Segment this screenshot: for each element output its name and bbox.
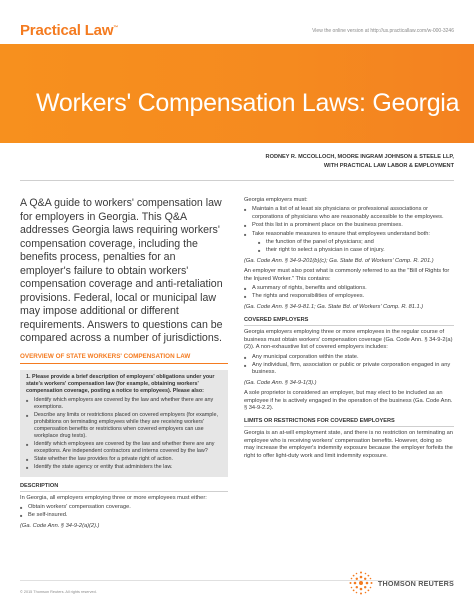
question-item: ■ Identify which employees are covered by the law and whether there are any exceptions. Are independent contractors and interns covered by the law?: [26, 441, 222, 455]
divider: [20, 180, 454, 181]
list-item: ■ Any individual, firm, association or public or private corporation engaged in any business.: [244, 362, 454, 377]
citation: (Ga. Code Ann. § 34-9-81.1; Ga. State Bd. of Workers' Comp. R. 81.1.): [244, 303, 424, 310]
list-item: ■ Take reasonable measures to ensure that employees understand both:: [244, 231, 454, 238]
paragraph: Georgia employers must:: [244, 197, 308, 203]
paragraph: Georgia employers employing three or more employees in the regular course of business must obtain workers' compensation coverage (Ga. Code Ann. § 34-9-2(a)(2)). A non-exhaustive list of covered employers includes:: [244, 329, 453, 351]
sub-list-item: ■ their right to select a physician in case of injury.: [244, 247, 454, 254]
question-box: [20, 370, 228, 477]
list-item: ■ The rights and responsibilities of employees.: [244, 293, 454, 300]
question-item: ■ State whether the law provides for a private right of action.: [26, 456, 222, 463]
section-heading: OVERVIEW OF STATE WORKERS' COMPENSATION LAW: [20, 353, 228, 364]
limits-label: LIMITS OR RESTRICTIONS FOR COVERED EMPLOYERS: [244, 418, 454, 427]
description-label: DESCRIPTION: [20, 483, 228, 492]
question-item: ■ Identify which employers are covered by the law and whether there are any exemptions.: [26, 397, 222, 411]
list-item: ■ A summary of rights, benefits and obligations.: [244, 285, 454, 292]
paragraph: Georgia is an at-will employment state, and there is no restriction on terminating an employee who is receiving workers' compensation benefits. However, doing so may increase the employer's indemnity exposure because the employer forfeits the right to offer light-duty work and limit indemnity exposure.: [244, 430, 453, 459]
description-text: In Georgia, all employers employing three or more employees must either:: [20, 494, 207, 501]
question-item: ■ Describe any limits or restrictions placed on covered employers (for example, prohibitions on terminating employees while they are receiving workers' compensation benefits or restrictions when covered employers can use workplace drug tests).: [26, 412, 222, 440]
page-title: Workers' Compensation Laws: Georgia: [36, 89, 460, 117]
paragraph: A sole proprietor is considered an employer, but may elect to be included as an employee if he is actively engaged in the operation of the business (Ga. Code Ann. § 34-9-2.2).: [244, 390, 453, 411]
list-item: ■ Be self-insured.: [20, 512, 228, 519]
thomson-reuters-icon: [348, 570, 374, 596]
copyright: © 2015 Thomson Reuters. All rights reserved.: [20, 590, 97, 594]
list-item: ■ Obtain workers' compensation coverage.: [20, 504, 228, 511]
left-column: [20, 197, 228, 530]
citation: (Ga. Code Ann. § 34-9-2(a)(2).): [20, 522, 100, 529]
online-version-link[interactable]: View the online version at http://us.practicallaw.com/w-000-3246: [312, 28, 454, 34]
covered-employers-label: COVERED EMPLOYERS: [244, 317, 454, 326]
list-item: ■ Post this list in a prominent place on the business premises.: [244, 222, 454, 229]
paragraph: An employer must also post what is commonly referred to as the "Bill of Rights for the Injured Worker." This contains:: [244, 268, 450, 282]
sub-list-item: ■ the function of the panel of physicians; and: [244, 239, 454, 246]
author-credits: RODNEY R. MCCOLLOCH, MOORE INGRAM JOHNSON & STEELE LLP, WITH PRACTICAL LAW LABOR & EMPLOYMENT: [265, 154, 454, 169]
intro-paragraph: A Q&A guide to workers' compensation law for employers in Georgia. This Q&A addresses Georgia laws requiring workers' compensation coverage, including the benefits process, penalties for an employer's failure to obtain workers' compensation coverage and anti-retaliation provisions. Federal, local or municipal law may impose additional or different requirements. Answers to questions can be compared across a number of jurisdictions.: [20, 197, 223, 344]
title-banner: [0, 44, 474, 143]
practical-law-logo: Practical Law™: [20, 22, 119, 39]
citation: (Ga. Code Ann. § 34-9-1(3).): [244, 379, 317, 386]
question-text: 1. Please provide a brief description of employers' obligations under your state's workers' compensation law (for example, obtaining workers' compensation coverage, posting a notice to employees). Please also:: [26, 373, 215, 394]
list-item: ■ Maintain a list of at least six physicians or professional associations or corporations of physicians who are reasonably accessible to the employees.: [244, 206, 454, 221]
citation: (Ga. Code Ann. § 34-9-201(b)(c); Ga. State Bd. of Workers' Comp. R. 201.): [244, 257, 434, 264]
brand-name: THOMSON REUTERS: [377, 578, 454, 588]
thomson-reuters-logo: [348, 570, 454, 596]
list-item: ■ Any municipal corporation within the state.: [244, 354, 454, 361]
right-column: [244, 197, 454, 460]
question-item: ■ Identify the state agency or entity that administers the law.: [26, 464, 222, 471]
